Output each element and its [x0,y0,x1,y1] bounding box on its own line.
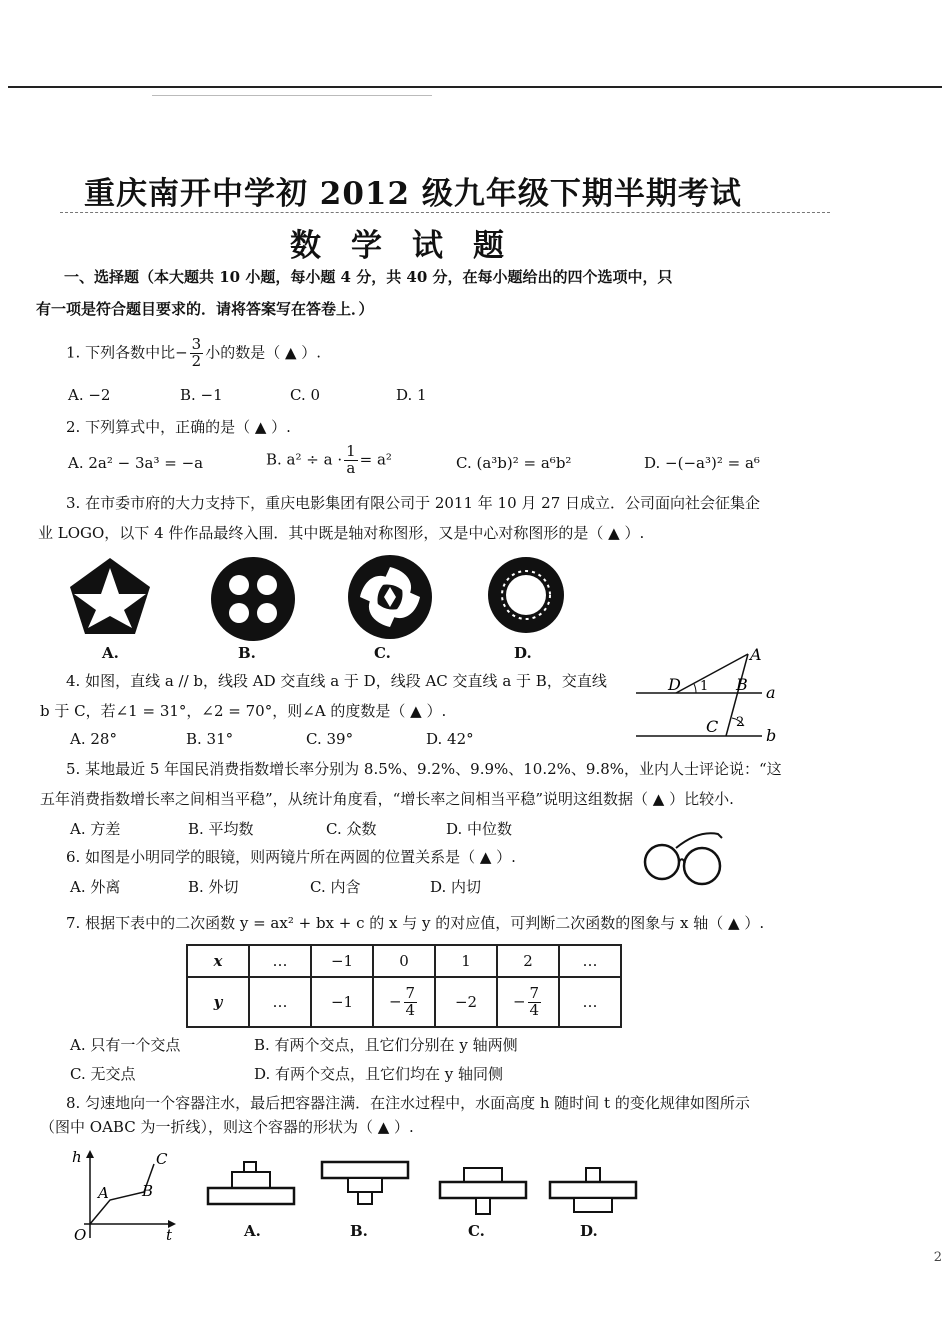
glasses-icon [640,826,728,890]
question-7-stem: 7. 根据下表中的二次函数 y = ax² + bx + c 的 x 与 y 的对应值，可判断二次函数的图象与 x 轴（ ▲ ）. [66,914,765,932]
section-instructions-line2: 有一项是符合题目要求的．请将答案写在答卷上．） [36,300,374,318]
q7-frac-num: 7 [529,983,540,1002]
q7-fraction [404,983,418,1019]
q8-label-option-c: C. [468,1222,485,1240]
q3-label-b: B. [238,644,256,662]
question-4-line1: 4. 如图，直线 a // b，线段 AD 交直线 a 于 D，线段 AC 交直线 a 于 B，交直线 [66,672,607,690]
container-a-icon [204,1160,298,1212]
question-5-line2: 五年消费指数增长率之间相当平稳”，从统计角度看，“增长率之间相当平稳”说明这组数据（ ▲ ）比较小. [40,790,734,808]
swirl-logo-icon [346,553,434,641]
section-instructions-line1: 一、选择题（本大题共 10 小题，每小题 4 分，共 40 分，在每小题给出的四个选项中，只 [64,268,673,286]
q2-option-d: D. −(−a³)² = a⁶ [644,454,760,472]
q5-option-d: D. 中位数 [446,820,513,838]
container-c-icon [436,1166,530,1222]
q2-option-b-den: a [346,458,356,477]
q4-label-point-d: D [668,675,681,694]
q8-label-b: B [142,1182,154,1200]
q7-frac-sign: − [512,992,526,1010]
q4-label-line-b: b [766,726,777,745]
page-number: 2 [933,1250,942,1265]
q3-label-c: C. [374,644,391,662]
q1-frac-den: 2 [191,351,202,370]
q2-option-b [266,444,392,477]
container-d-icon [546,1166,640,1222]
q7-cell-fraction [497,977,559,1027]
q4-label-point-a: A [750,645,762,664]
q7-frac-den: 4 [529,1000,540,1019]
q4-option-a: A. 28° [70,730,117,748]
q1-option-a: A. −2 [68,386,111,404]
q7-cell: −1 [311,977,373,1027]
q1-option-d: D. 1 [396,386,427,404]
q8-label-c: C [156,1150,168,1168]
q4-option-c: C. 39° [306,730,354,748]
q4-label-angle-1: 1 [700,679,709,694]
q1-stem-pre: 1. 下列各数中比 [66,343,176,362]
page-title: 重庆南开中学初 2012 级九年级下期半期考试 [84,176,742,212]
q5-option-c: C. 众数 [326,820,377,838]
q7-cell: … [559,977,621,1027]
q7-frac-sign: − [388,992,402,1010]
q8-label-a: A [98,1184,109,1202]
q7-cell: … [249,977,311,1027]
q8-label-o: O [74,1226,87,1244]
question-6-stem: 6. 如图是小明同学的眼镜，则两镜片所在两圆的位置关系是（ ▲ ）. [66,848,516,866]
q4-parallel-lines-figure [636,642,786,750]
q7-cell: 2 [497,945,559,977]
q1-stem-post: 小的数是（ ▲ ）. [205,343,322,362]
q7-cell: … [559,945,621,977]
q7-cell: … [249,945,311,977]
four-holes-logo-icon [210,556,296,642]
q7-cell: −1 [311,945,373,977]
q3-label-d: D. [514,644,532,662]
q7-option-a: A. 只有一个交点 [70,1036,181,1054]
question-3-line1: 3. 在市委市府的大力支持下，重庆电影集团有限公司于 2011 年 10 月 27 日成立．公司面向社会征集企 [66,494,761,512]
question-3-line2: 业 LOGO，以下 4 件作品最终入围．其中既是轴对称图形，又是中心对称图形的是（ ▲ ）. [38,524,645,542]
pentagon-star-logo-icon [68,556,152,636]
q7-option-d: D. 有两个交点，且它们均在 y 轴同侧 [254,1065,504,1083]
q8-label-h: h [72,1148,82,1166]
question-5-line1: 5. 某地最近 5 年国民消费指数增长率分别为 8.5%、9.2%、9.9%、10.2%、9.8%，业内人士评论说：“这 [66,760,782,778]
q6-option-b: B. 外切 [188,878,239,896]
q2-option-b-pre: B. a² ÷ a · [266,450,343,469]
q5-option-a: A. 方差 [70,820,121,838]
q8-label-t: t [166,1226,173,1244]
q1-option-b: B. −1 [180,386,223,404]
q2-option-a: A. 2a² − 3a³ = −a [68,454,204,472]
q3-label-a: A. [102,644,119,662]
question-8-line1: 8. 匀速地向一个容器注水，最后把容器注满．在注水过程中，水面高度 h 随时间 t 的变化规律如图所示 [66,1094,750,1112]
q7-cell: −2 [435,977,497,1027]
question-4-line2: b 于 C，若∠1 = 31°，∠2 = 70°，则∠A 的度数是（ ▲ ）. [40,702,447,720]
q1-option-c: C. 0 [290,386,321,404]
q8-label-option-a: A. [244,1222,261,1240]
q8-label-option-d: D. [580,1222,598,1240]
page-subtitle: 数学试题 [290,228,534,264]
q2-option-c: C. (a³b)² = a⁶b² [456,454,572,472]
q2-option-b-post: = a² [359,450,392,469]
q5-option-b: B. 平均数 [188,820,254,838]
q7-cell-x-label: x [187,945,249,977]
faint-rule [152,95,432,96]
question-2-stem: 2. 下列算式中，正确的是（ ▲ ）. [66,418,291,436]
title-rule [60,212,830,213]
q7-row-x [187,945,621,977]
q7-frac-num: 7 [405,983,416,1002]
q4-label-point-c: C [706,717,719,736]
q7-row-y [187,977,621,1027]
q6-option-d: D. 内切 [430,878,482,896]
q8-height-time-graph [68,1148,180,1244]
q7-fraction [528,983,542,1019]
q4-label-line-a: a [766,683,776,702]
top-rule [8,86,942,88]
question-1-stem [66,337,321,370]
q8-label-option-b: B. [350,1222,368,1240]
q1-frac-sign: − [175,343,188,362]
q4-option-d: D. 42° [426,730,474,748]
q7-value-table [186,944,622,1028]
q2-option-b-num: 1 [346,442,356,460]
q1-fraction [190,337,204,370]
q7-cell: 1 [435,945,497,977]
q4-option-b: B. 31° [186,730,234,748]
q7-cell-y-label: y [187,977,249,1027]
q4-label-point-b: B [736,675,748,694]
q7-option-b: B. 有两个交点，且它们分别在 y 轴两侧 [254,1036,518,1054]
q7-cell: 0 [373,945,435,977]
q6-option-c: C. 内含 [310,878,361,896]
q7-option-c: C. 无交点 [70,1065,136,1083]
ring-logo-icon [486,555,566,635]
q7-frac-den: 4 [405,1000,416,1019]
question-8-line2: （图中 OABC 为一折线），则这个容器的形状为（ ▲ ）. [40,1118,414,1136]
q1-frac-num: 3 [191,335,202,353]
container-b-icon [318,1158,412,1214]
q6-option-a: A. 外离 [70,878,121,896]
q4-label-angle-2: 2 [736,715,745,730]
q7-cell-fraction [373,977,435,1027]
q2-option-b-fraction [344,444,358,477]
